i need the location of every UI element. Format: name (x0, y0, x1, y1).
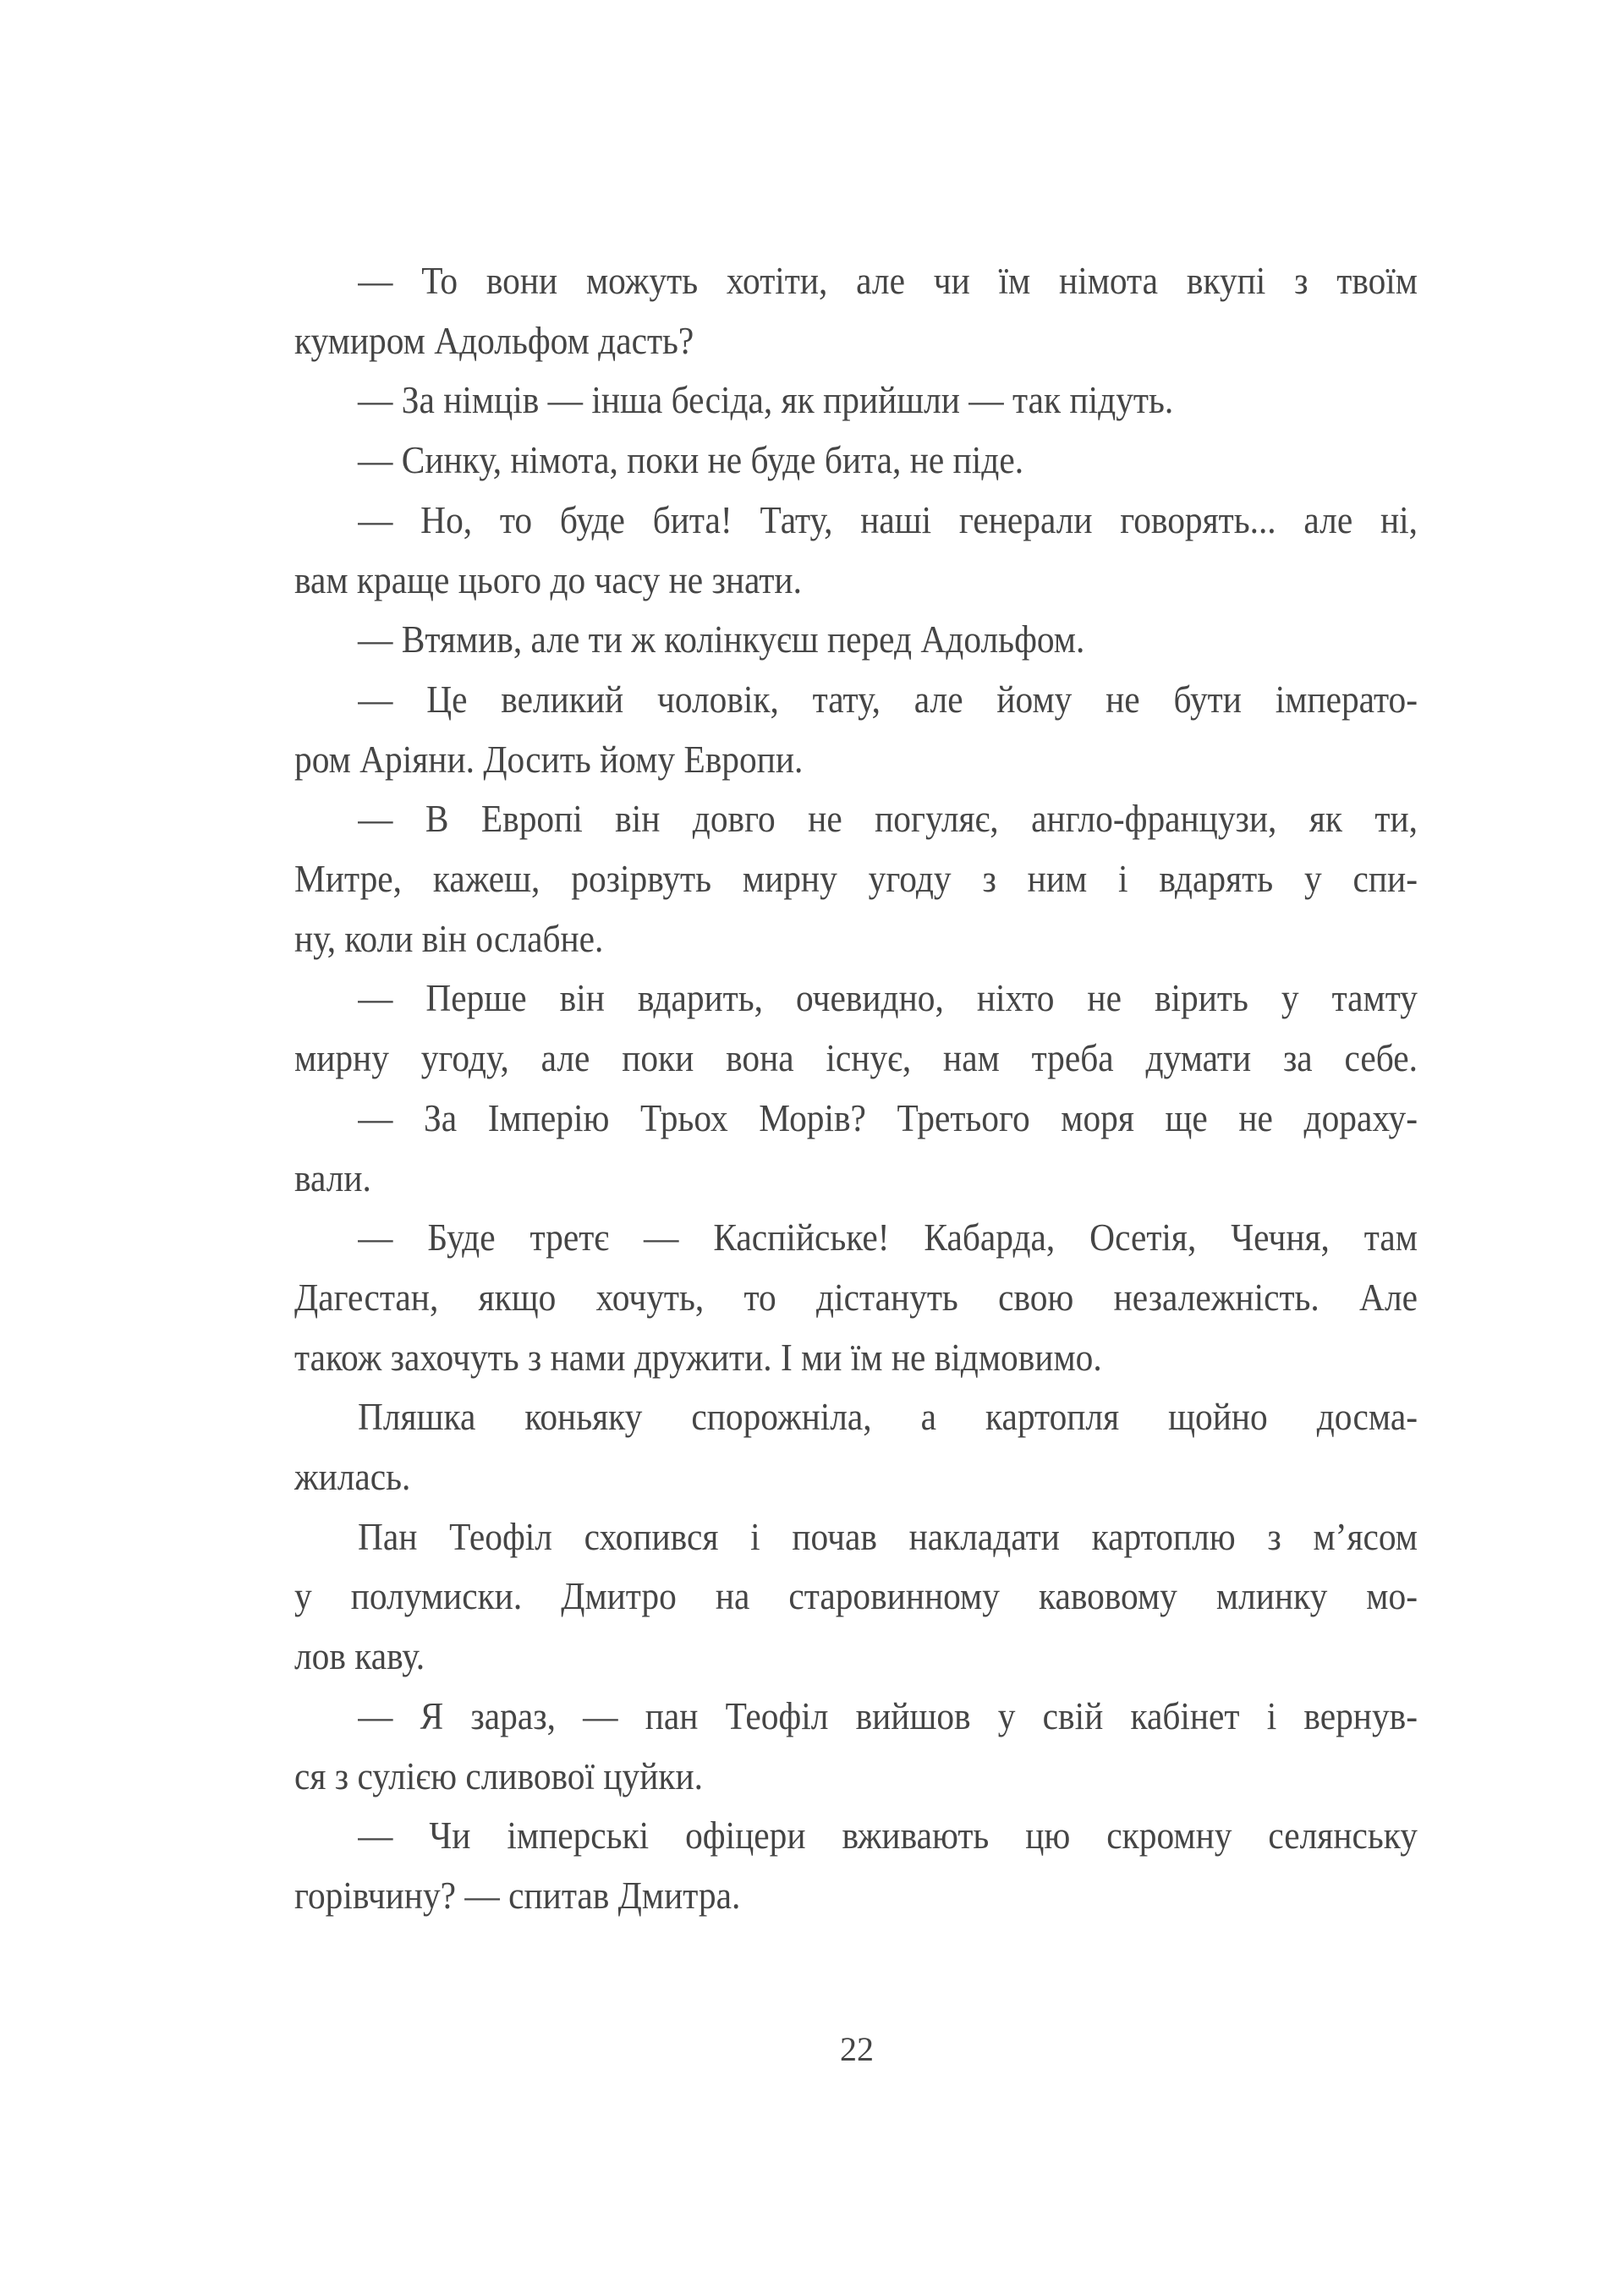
text-line: кумиром Адольфом дасть? (294, 318, 694, 362)
text-line: — Синку, німота, поки не буде бита, не піде. (358, 438, 1024, 482)
text-line: лов каву. (294, 1634, 425, 1678)
text-line: — За Імперію Трьох Морів? Третього моря ще не дораху- (358, 1095, 1418, 1139)
text-line: — Но, то буде бита! Тату, наші генерали говорять... але ні, (358, 497, 1418, 541)
text-line: горівчину? — спитав Дмитра. (294, 1873, 741, 1917)
text-line: ром Аріяни. Досить йому Европи. (294, 737, 804, 781)
text-line: вали. (294, 1155, 371, 1199)
text-line: Пляшка коньяку спорожніла, а картопля щойно досма- (358, 1395, 1418, 1439)
text-line: ся з сулією сливової цуйки. (294, 1753, 704, 1797)
text-line: також захочуть з нами дружити. І ми їм не відмовимо. (294, 1335, 1102, 1379)
text-line: — За німців — інша бесіда, як прийшли — так підуть. (358, 378, 1174, 422)
text-line: у полумиски. Дмитро на старовинному кавовому млинку мо- (294, 1574, 1418, 1618)
text-line: — Чи імперські офіцери вживають цю скромну селянську (358, 1814, 1418, 1858)
text-line: — Я зараз, — пан Теофіл вийшов у свій кабінет і вернув- (358, 1693, 1418, 1737)
page-number: 22 (840, 2030, 874, 2068)
text-line: — В Европі він довго не погуляє, англо-французи, як ти, (358, 797, 1418, 841)
text-line: вам краще цього до часу не знати. (294, 557, 802, 601)
text-line: Пан Теофіл схопився і почав накладати картоплю з м’ясом (358, 1514, 1418, 1558)
text-line: ну, коли він ослабне. (294, 916, 604, 960)
text-line: — Перше він вдарить, очевидно, ніхто не вірить у тамту (358, 976, 1418, 1020)
text-line: Дагестан, якщо хочуть, то дістануть свою незалежність. Але (294, 1275, 1418, 1319)
text-line: — Це великий чоловік, тату, але йому не бути імперато- (358, 677, 1418, 721)
text-line: жилась. (294, 1455, 411, 1498)
text-line: — Буде третє — Каспійське! Кабарда, Осетія, Чечня, там (358, 1216, 1418, 1259)
text-line: — Втямив, але ти ж колінкуєш перед Адольфом. (358, 617, 1085, 661)
text-line: мирну угоду, але поки вона існує, нам треба думати за себе. (294, 1036, 1418, 1080)
text-line: — То вони можуть хотіти, але чи їм німота вкупі з твоїм (358, 259, 1418, 302)
text-line: Митре, кажеш, розірвуть мирну угоду з ним і вдарять у спи- (294, 857, 1418, 900)
